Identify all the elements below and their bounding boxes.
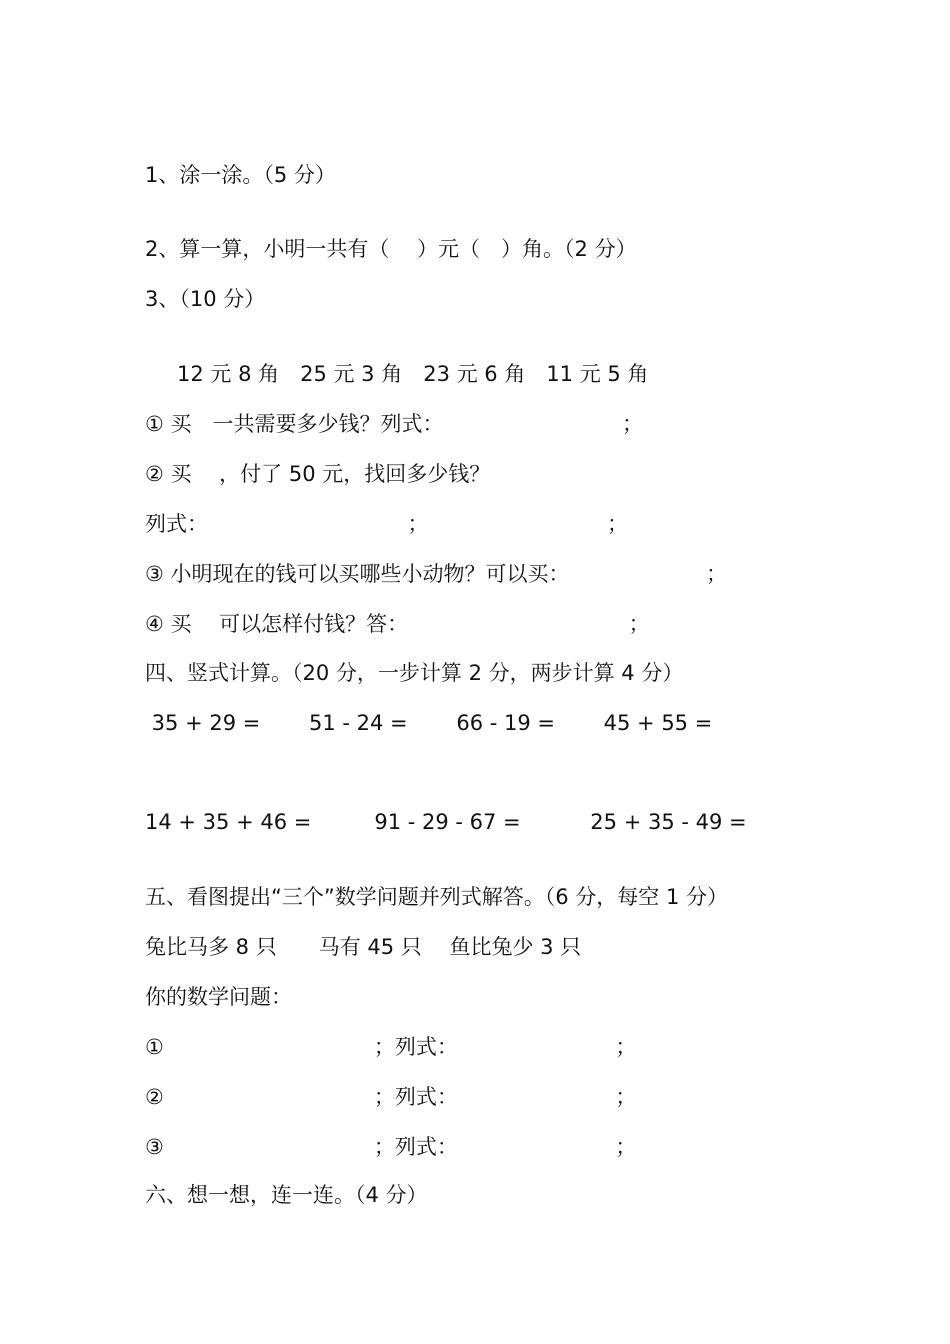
question-3-sub-2: ② 买 ，付了 50 元，找回多少钱？	[145, 462, 491, 486]
question-5-heading: 五、看图提出“三个”数学问题并列式解答。（6 分，每空 1 分）	[145, 885, 729, 909]
question-3-sub-1: ① 买 一共需要多少钱？列式： ；	[145, 412, 643, 436]
question-5-info: 兔比马多 8 只 马有 45 只 鱼比兔少 3 只	[145, 935, 582, 959]
question-3-sub-2-formula: 列式： ； ；	[145, 512, 628, 536]
question-1: 1、涂一涂。（5 分）	[145, 163, 336, 187]
question-4-row-2: 14 + 35 + 46 = 91 - 29 - 67 = 25 + 35 - 49 =	[145, 810, 747, 834]
question-4-heading: 四、竖式计算。（20 分，一步计算 2 分，两步计算 4 分）	[145, 661, 684, 685]
question-2: 2、算一算，小明一共有（ ）元（ ）角。（2 分）	[145, 237, 637, 261]
question-4-row-1: 35 + 29 = 51 - 24 = 66 - 19 = 45 + 55 =	[145, 711, 713, 735]
question-3-sub-4: ④ 买 可以怎样付钱？答： ；	[145, 612, 650, 636]
question-6: 六、想一想，连一连。（4 分）	[145, 1183, 428, 1207]
question-5-prompt: 你的数学问题：	[145, 985, 292, 1009]
question-3-heading: 3、（10 分）	[145, 287, 266, 311]
question-5-item-2: ② ；列式： ；	[145, 1085, 637, 1109]
question-3-prices: 12 元 8 角 25 元 3 角 23 元 6 角 11 元 5 角	[177, 362, 649, 386]
question-5-item-1: ① ；列式： ；	[145, 1035, 637, 1059]
question-3-sub-3: ③ 小明现在的钱可以买哪些小动物？可以买： ；	[145, 562, 727, 586]
question-5-item-3: ③ ；列式： ；	[145, 1135, 637, 1159]
